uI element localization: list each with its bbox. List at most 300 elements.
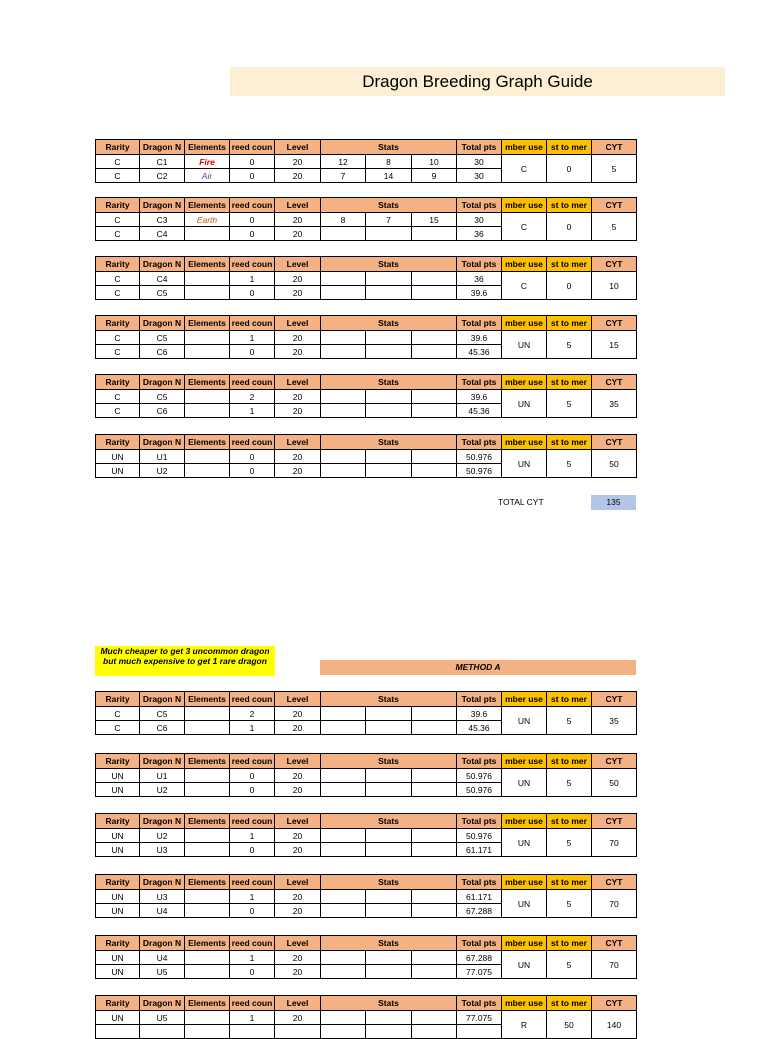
number-used-header[interactable]: mber use <box>502 936 547 951</box>
breed-count-header[interactable]: reed coun <box>230 814 275 829</box>
level-header[interactable]: Level <box>275 198 321 213</box>
level-cell[interactable]: 20 <box>275 904 321 918</box>
dragon-name-cell[interactable]: C4 <box>140 227 185 241</box>
stat-cell[interactable] <box>412 769 457 783</box>
level-header[interactable]: Level <box>275 936 321 951</box>
breed-count-cell[interactable]: 1 <box>230 829 275 843</box>
stat-cell[interactable]: 8 <box>321 213 366 227</box>
level-cell[interactable] <box>275 1025 321 1039</box>
cyt-cell[interactable]: 5 <box>592 155 637 183</box>
breed-count-header[interactable]: reed coun <box>230 140 275 155</box>
number-used-header[interactable]: mber use <box>502 692 547 707</box>
total-pts-header[interactable]: Total pts <box>457 375 502 390</box>
level-cell[interactable]: 20 <box>275 783 321 797</box>
cost-to-merge-header[interactable]: st to mer <box>547 316 592 331</box>
stat-cell[interactable] <box>321 404 366 418</box>
stats-header[interactable]: Stats <box>321 814 457 829</box>
rarity-header[interactable]: Rarity <box>96 140 140 155</box>
element-cell[interactable] <box>185 965 230 979</box>
total-pts-cell[interactable]: 36 <box>457 227 502 241</box>
breed-count-cell[interactable]: 1 <box>230 272 275 286</box>
stat-cell[interactable] <box>321 1011 366 1025</box>
element-cell[interactable] <box>185 783 230 797</box>
level-header[interactable]: Level <box>275 692 321 707</box>
dragon-name-cell[interactable]: U1 <box>140 769 185 783</box>
dragon-name-cell[interactable]: C5 <box>140 286 185 300</box>
stats-header[interactable]: Stats <box>321 257 457 272</box>
total-pts-header[interactable]: Total pts <box>457 257 502 272</box>
stat-cell[interactable] <box>366 965 412 979</box>
level-header[interactable]: Level <box>275 257 321 272</box>
element-cell[interactable]: Fire <box>185 155 230 169</box>
rarity-cell[interactable]: UN <box>96 464 140 478</box>
stats-header[interactable]: Stats <box>321 692 457 707</box>
cost-to-merge-cell[interactable]: 50 <box>547 1011 592 1039</box>
number-used-cell[interactable]: UN <box>502 829 547 857</box>
breed-count-header[interactable]: reed coun <box>230 692 275 707</box>
breed-count-cell[interactable]: 1 <box>230 404 275 418</box>
stat-cell[interactable] <box>412 783 457 797</box>
level-cell[interactable]: 20 <box>275 721 321 735</box>
cyt-header[interactable]: CYT <box>592 936 637 951</box>
level-header[interactable]: Level <box>275 435 321 450</box>
rarity-cell[interactable]: C <box>96 155 140 169</box>
stat-cell[interactable] <box>321 904 366 918</box>
cost-to-merge-header[interactable]: st to mer <box>547 875 592 890</box>
stats-header[interactable]: Stats <box>321 996 457 1011</box>
level-cell[interactable]: 20 <box>275 169 321 183</box>
total-pts-cell[interactable]: 77.075 <box>457 1011 502 1025</box>
stats-header[interactable]: Stats <box>321 375 457 390</box>
level-cell[interactable]: 20 <box>275 272 321 286</box>
level-cell[interactable]: 20 <box>275 843 321 857</box>
number-used-cell[interactable]: UN <box>502 951 547 979</box>
stat-cell[interactable] <box>412 965 457 979</box>
rarity-cell[interactable]: C <box>96 404 140 418</box>
total-pts-cell[interactable]: 50.976 <box>457 464 502 478</box>
cyt-header[interactable]: CYT <box>592 375 637 390</box>
dragon-name-header[interactable]: Dragon N <box>140 435 185 450</box>
rarity-cell[interactable]: C <box>96 227 140 241</box>
number-used-cell[interactable]: R <box>502 1011 547 1039</box>
total-pts-header[interactable]: Total pts <box>457 316 502 331</box>
dragon-name-cell[interactable]: C5 <box>140 390 185 404</box>
breed-count-header[interactable]: reed coun <box>230 936 275 951</box>
rarity-header[interactable]: Rarity <box>96 435 140 450</box>
elements-header[interactable]: Elements <box>185 316 230 331</box>
level-cell[interactable]: 20 <box>275 890 321 904</box>
number-used-header[interactable]: mber use <box>502 198 547 213</box>
total-pts-cell[interactable]: 39.6 <box>457 707 502 721</box>
level-header[interactable]: Level <box>275 875 321 890</box>
rarity-header[interactable]: Rarity <box>96 996 140 1011</box>
level-header[interactable]: Level <box>275 754 321 769</box>
breed-count-header[interactable]: reed coun <box>230 375 275 390</box>
dragon-name-header[interactable]: Dragon N <box>140 257 185 272</box>
cost-to-merge-header[interactable]: st to mer <box>547 754 592 769</box>
level-cell[interactable]: 20 <box>275 404 321 418</box>
level-cell[interactable]: 20 <box>275 951 321 965</box>
cost-to-merge-cell[interactable]: 5 <box>547 951 592 979</box>
breed-count-cell[interactable]: 0 <box>230 464 275 478</box>
total-pts-header[interactable]: Total pts <box>457 814 502 829</box>
rarity-header[interactable]: Rarity <box>96 875 140 890</box>
cyt-header[interactable]: CYT <box>592 754 637 769</box>
stat-cell[interactable] <box>366 890 412 904</box>
cyt-cell[interactable]: 70 <box>592 829 637 857</box>
rarity-cell[interactable]: C <box>96 331 140 345</box>
dragon-name-header[interactable]: Dragon N <box>140 814 185 829</box>
elements-header[interactable]: Elements <box>185 814 230 829</box>
rarity-header[interactable]: Rarity <box>96 754 140 769</box>
stat-cell[interactable] <box>412 890 457 904</box>
breed-count-cell[interactable]: 2 <box>230 707 275 721</box>
breed-count-header[interactable]: reed coun <box>230 875 275 890</box>
stat-cell[interactable] <box>412 404 457 418</box>
rarity-cell[interactable]: UN <box>96 951 140 965</box>
level-header[interactable]: Level <box>275 375 321 390</box>
stat-cell[interactable] <box>366 951 412 965</box>
stat-cell[interactable]: 10 <box>412 155 457 169</box>
cost-to-merge-header[interactable]: st to mer <box>547 375 592 390</box>
cyt-cell[interactable]: 5 <box>592 213 637 241</box>
stat-cell[interactable] <box>366 331 412 345</box>
stat-cell[interactable] <box>321 707 366 721</box>
cost-to-merge-cell[interactable]: 0 <box>547 155 592 183</box>
stat-cell[interactable] <box>366 390 412 404</box>
rarity-cell[interactable]: C <box>96 390 140 404</box>
stat-cell[interactable] <box>321 286 366 300</box>
cost-to-merge-header[interactable]: st to mer <box>547 435 592 450</box>
dragon-name-cell[interactable]: C6 <box>140 404 185 418</box>
stats-header[interactable]: Stats <box>321 435 457 450</box>
cyt-header[interactable]: CYT <box>592 996 637 1011</box>
stat-cell[interactable] <box>412 707 457 721</box>
total-pts-cell[interactable]: 45.36 <box>457 345 502 359</box>
cost-to-merge-header[interactable]: st to mer <box>547 198 592 213</box>
breed-count-cell[interactable]: 0 <box>230 213 275 227</box>
element-cell[interactable] <box>185 890 230 904</box>
stat-cell[interactable] <box>366 829 412 843</box>
cost-to-merge-header[interactable]: st to mer <box>547 140 592 155</box>
rarity-header[interactable]: Rarity <box>96 257 140 272</box>
cyt-header[interactable]: CYT <box>592 316 637 331</box>
stat-cell[interactable] <box>321 951 366 965</box>
element-cell[interactable] <box>185 721 230 735</box>
number-used-header[interactable]: mber use <box>502 375 547 390</box>
total-pts-cell[interactable]: 50.976 <box>457 783 502 797</box>
level-cell[interactable]: 20 <box>275 155 321 169</box>
stat-cell[interactable] <box>321 464 366 478</box>
total-pts-cell[interactable]: 67.288 <box>457 951 502 965</box>
stat-cell[interactable] <box>366 345 412 359</box>
total-pts-cell[interactable]: 36 <box>457 272 502 286</box>
element-cell[interactable] <box>185 1011 230 1025</box>
dragon-name-header[interactable]: Dragon N <box>140 375 185 390</box>
dragon-name-header[interactable]: Dragon N <box>140 198 185 213</box>
stats-header[interactable]: Stats <box>321 316 457 331</box>
element-cell[interactable] <box>185 331 230 345</box>
breed-count-cell[interactable]: 0 <box>230 904 275 918</box>
dragon-name-cell[interactable]: C6 <box>140 345 185 359</box>
stat-cell[interactable] <box>366 404 412 418</box>
number-used-header[interactable]: mber use <box>502 257 547 272</box>
cost-to-merge-header[interactable]: st to mer <box>547 936 592 951</box>
stat-cell[interactable] <box>321 450 366 464</box>
elements-header[interactable]: Elements <box>185 692 230 707</box>
elements-header[interactable]: Elements <box>185 375 230 390</box>
stat-cell[interactable]: 14 <box>366 169 412 183</box>
cost-to-merge-cell[interactable]: 5 <box>547 707 592 735</box>
dragon-name-cell[interactable]: C4 <box>140 272 185 286</box>
cost-to-merge-cell[interactable]: 5 <box>547 331 592 359</box>
number-used-cell[interactable]: UN <box>502 769 547 797</box>
total-pts-cell[interactable]: 45.36 <box>457 721 502 735</box>
breed-count-header[interactable]: reed coun <box>230 435 275 450</box>
cyt-cell[interactable]: 70 <box>592 890 637 918</box>
stat-cell[interactable] <box>366 721 412 735</box>
cost-to-merge-cell[interactable]: 5 <box>547 829 592 857</box>
breed-count-cell[interactable]: 0 <box>230 965 275 979</box>
dragon-name-cell[interactable]: U2 <box>140 783 185 797</box>
stat-cell[interactable] <box>366 783 412 797</box>
stat-cell[interactable] <box>366 707 412 721</box>
stats-header[interactable]: Stats <box>321 140 457 155</box>
stats-header[interactable]: Stats <box>321 198 457 213</box>
level-cell[interactable]: 20 <box>275 769 321 783</box>
cost-to-merge-cell[interactable]: 0 <box>547 272 592 300</box>
breed-count-cell[interactable]: 0 <box>230 769 275 783</box>
rarity-cell[interactable]: UN <box>96 890 140 904</box>
cyt-cell[interactable]: 50 <box>592 769 637 797</box>
stat-cell[interactable] <box>412 951 457 965</box>
breed-count-cell[interactable]: 1 <box>230 1011 275 1025</box>
level-header[interactable]: Level <box>275 996 321 1011</box>
cyt-header[interactable]: CYT <box>592 814 637 829</box>
stat-cell[interactable] <box>321 1025 366 1039</box>
total-pts-cell[interactable]: 39.6 <box>457 331 502 345</box>
element-cell[interactable] <box>185 951 230 965</box>
cyt-header[interactable]: CYT <box>592 140 637 155</box>
element-cell[interactable] <box>185 829 230 843</box>
stat-cell[interactable] <box>366 904 412 918</box>
dragon-name-cell[interactable]: C3 <box>140 213 185 227</box>
stat-cell[interactable] <box>412 331 457 345</box>
dragon-name-cell[interactable]: C1 <box>140 155 185 169</box>
cyt-header[interactable]: CYT <box>592 257 637 272</box>
level-cell[interactable]: 20 <box>275 286 321 300</box>
rarity-cell[interactable]: C <box>96 707 140 721</box>
breed-count-header[interactable]: reed coun <box>230 257 275 272</box>
rarity-header[interactable]: Rarity <box>96 375 140 390</box>
cyt-cell[interactable]: 35 <box>592 707 637 735</box>
cyt-cell[interactable]: 50 <box>592 450 637 478</box>
dragon-name-cell[interactable]: C5 <box>140 331 185 345</box>
rarity-header[interactable]: Rarity <box>96 316 140 331</box>
stat-cell[interactable] <box>366 464 412 478</box>
rarity-cell[interactable]: UN <box>96 1011 140 1025</box>
stat-cell[interactable] <box>366 286 412 300</box>
number-used-header[interactable]: mber use <box>502 754 547 769</box>
number-used-cell[interactable]: UN <box>502 450 547 478</box>
total-pts-header[interactable]: Total pts <box>457 936 502 951</box>
cyt-cell[interactable]: 140 <box>592 1011 637 1039</box>
breed-count-header[interactable]: reed coun <box>230 316 275 331</box>
total-pts-cell[interactable]: 30 <box>457 155 502 169</box>
element-cell[interactable] <box>185 404 230 418</box>
breed-count-cell[interactable]: 0 <box>230 450 275 464</box>
breed-count-cell[interactable]: 1 <box>230 721 275 735</box>
stat-cell[interactable]: 7 <box>321 169 366 183</box>
rarity-header[interactable]: Rarity <box>96 198 140 213</box>
stat-cell[interactable] <box>321 227 366 241</box>
level-cell[interactable]: 20 <box>275 464 321 478</box>
cost-to-merge-header[interactable]: st to mer <box>547 996 592 1011</box>
level-cell[interactable]: 20 <box>275 829 321 843</box>
dragon-name-cell[interactable]: U4 <box>140 951 185 965</box>
dragon-name-cell[interactable] <box>140 1025 185 1039</box>
breed-count-cell[interactable]: 0 <box>230 286 275 300</box>
number-used-cell[interactable]: UN <box>502 331 547 359</box>
rarity-cell[interactable]: UN <box>96 450 140 464</box>
cost-to-merge-header[interactable]: st to mer <box>547 814 592 829</box>
stat-cell[interactable] <box>412 345 457 359</box>
elements-header[interactable]: Elements <box>185 257 230 272</box>
element-cell[interactable] <box>185 272 230 286</box>
stat-cell[interactable] <box>366 843 412 857</box>
total-pts-cell[interactable]: 61.171 <box>457 890 502 904</box>
level-header[interactable]: Level <box>275 814 321 829</box>
stat-cell[interactable]: 15 <box>412 213 457 227</box>
stats-header[interactable]: Stats <box>321 936 457 951</box>
element-cell[interactable] <box>185 286 230 300</box>
cyt-header[interactable]: CYT <box>592 692 637 707</box>
stat-cell[interactable] <box>412 450 457 464</box>
dragon-name-cell[interactable]: U5 <box>140 1011 185 1025</box>
stat-cell[interactable] <box>366 1011 412 1025</box>
breed-count-cell[interactable]: 1 <box>230 890 275 904</box>
element-cell[interactable] <box>185 450 230 464</box>
breed-count-header[interactable]: reed coun <box>230 996 275 1011</box>
stat-cell[interactable] <box>321 272 366 286</box>
stat-cell[interactable]: 7 <box>366 213 412 227</box>
dragon-name-cell[interactable]: C6 <box>140 721 185 735</box>
elements-header[interactable]: Elements <box>185 140 230 155</box>
level-cell[interactable]: 20 <box>275 1011 321 1025</box>
element-cell[interactable] <box>185 769 230 783</box>
cost-to-merge-header[interactable]: st to mer <box>547 692 592 707</box>
total-pts-cell[interactable]: 45.36 <box>457 404 502 418</box>
stat-cell[interactable] <box>321 829 366 843</box>
cyt-header[interactable]: CYT <box>592 435 637 450</box>
number-used-header[interactable]: mber use <box>502 875 547 890</box>
elements-header[interactable]: Elements <box>185 198 230 213</box>
dragon-name-cell[interactable]: U3 <box>140 890 185 904</box>
stat-cell[interactable] <box>412 1025 457 1039</box>
total-pts-header[interactable]: Total pts <box>457 875 502 890</box>
elements-header[interactable]: Elements <box>185 435 230 450</box>
total-pts-cell[interactable]: 50.976 <box>457 829 502 843</box>
elements-header[interactable]: Elements <box>185 754 230 769</box>
dragon-name-header[interactable]: Dragon N <box>140 140 185 155</box>
number-used-header[interactable]: mber use <box>502 996 547 1011</box>
level-cell[interactable]: 20 <box>275 450 321 464</box>
breed-count-cell[interactable]: 0 <box>230 227 275 241</box>
level-cell[interactable]: 20 <box>275 707 321 721</box>
level-cell[interactable]: 20 <box>275 965 321 979</box>
rarity-header[interactable]: Rarity <box>96 692 140 707</box>
level-cell[interactable]: 20 <box>275 331 321 345</box>
stat-cell[interactable] <box>366 227 412 241</box>
stat-cell[interactable] <box>321 843 366 857</box>
number-used-header[interactable]: mber use <box>502 435 547 450</box>
cyt-header[interactable]: CYT <box>592 875 637 890</box>
total-pts-header[interactable]: Total pts <box>457 435 502 450</box>
breed-count-header[interactable]: reed coun <box>230 198 275 213</box>
element-cell[interactable] <box>185 464 230 478</box>
total-pts-header[interactable]: Total pts <box>457 198 502 213</box>
elements-header[interactable]: Elements <box>185 936 230 951</box>
dragon-name-header[interactable]: Dragon N <box>140 936 185 951</box>
rarity-cell[interactable]: UN <box>96 965 140 979</box>
stat-cell[interactable] <box>412 1011 457 1025</box>
total-pts-cell[interactable]: 30 <box>457 213 502 227</box>
dragon-name-header[interactable]: Dragon N <box>140 692 185 707</box>
number-used-cell[interactable]: C <box>502 155 547 183</box>
dragon-name-header[interactable]: Dragon N <box>140 875 185 890</box>
number-used-header[interactable]: mber use <box>502 316 547 331</box>
elements-header[interactable]: Elements <box>185 875 230 890</box>
cost-to-merge-cell[interactable]: 5 <box>547 450 592 478</box>
dragon-name-cell[interactable]: U2 <box>140 464 185 478</box>
total-pts-cell[interactable]: 77.075 <box>457 965 502 979</box>
dragon-name-cell[interactable]: U5 <box>140 965 185 979</box>
element-cell[interactable]: Air <box>185 169 230 183</box>
element-cell[interactable] <box>185 707 230 721</box>
stat-cell[interactable]: 8 <box>366 155 412 169</box>
breed-count-cell[interactable]: 2 <box>230 390 275 404</box>
dragon-name-header[interactable]: Dragon N <box>140 996 185 1011</box>
rarity-cell[interactable]: UN <box>96 829 140 843</box>
total-pts-cell[interactable]: 50.976 <box>457 450 502 464</box>
stat-cell[interactable] <box>412 721 457 735</box>
total-pts-cell[interactable]: 67.288 <box>457 904 502 918</box>
rarity-cell[interactable]: C <box>96 345 140 359</box>
total-pts-header[interactable]: Total pts <box>457 754 502 769</box>
stat-cell[interactable] <box>412 464 457 478</box>
rarity-cell[interactable] <box>96 1025 140 1039</box>
breed-count-cell[interactable]: 0 <box>230 169 275 183</box>
rarity-header[interactable]: Rarity <box>96 814 140 829</box>
breed-count-cell[interactable]: 0 <box>230 155 275 169</box>
stat-cell[interactable] <box>412 843 457 857</box>
element-cell[interactable] <box>185 390 230 404</box>
cost-to-merge-header[interactable]: st to mer <box>547 257 592 272</box>
breed-count-cell[interactable]: 1 <box>230 331 275 345</box>
stat-cell[interactable] <box>321 721 366 735</box>
element-cell[interactable] <box>185 843 230 857</box>
stat-cell[interactable] <box>321 890 366 904</box>
stat-cell[interactable] <box>366 1025 412 1039</box>
level-header[interactable]: Level <box>275 316 321 331</box>
stat-cell[interactable] <box>366 450 412 464</box>
cyt-cell[interactable]: 15 <box>592 331 637 359</box>
stat-cell[interactable]: 12 <box>321 155 366 169</box>
breed-count-cell[interactable]: 0 <box>230 783 275 797</box>
breed-count-cell[interactable] <box>230 1025 275 1039</box>
total-pts-cell[interactable]: 50.976 <box>457 769 502 783</box>
rarity-cell[interactable]: UN <box>96 769 140 783</box>
